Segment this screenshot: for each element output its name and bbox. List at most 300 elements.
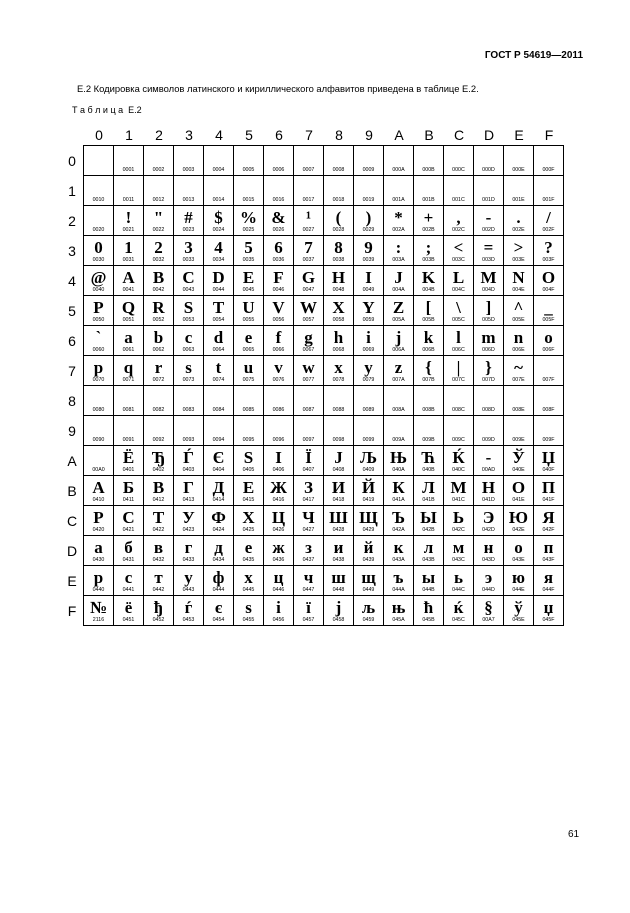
- char-cell: [204, 146, 234, 176]
- char-glyph: ћ: [423, 598, 434, 617]
- char-code: 0007: [302, 167, 315, 173]
- char-glyph: б: [124, 538, 133, 557]
- char-cell: [264, 206, 294, 236]
- char-cell: [414, 206, 444, 236]
- char-glyph: м: [452, 538, 465, 557]
- char-code: 041C: [452, 497, 465, 503]
- char-code: 0016: [272, 197, 285, 203]
- char-cell: [174, 386, 204, 416]
- char-code: 0418: [332, 497, 345, 503]
- char-cell: [324, 236, 354, 266]
- char-code: 0051: [122, 317, 135, 323]
- char-cell: [204, 446, 234, 476]
- row-header: 6: [68, 333, 76, 349]
- char-cell: [414, 596, 444, 626]
- row-header: 4: [68, 273, 76, 289]
- char-code: 0424: [212, 527, 225, 533]
- char-code: 0451: [122, 617, 135, 623]
- char-cell: [144, 266, 174, 296]
- char-glyph: -: [485, 208, 492, 227]
- char-glyph: ч: [303, 568, 314, 587]
- char-glyph: S: [183, 298, 194, 317]
- char-code: 0042: [152, 287, 165, 293]
- char-cell: [414, 266, 444, 296]
- char-code: 0412: [152, 497, 165, 503]
- char-code: 0096: [272, 437, 285, 443]
- char-cell: [444, 146, 474, 176]
- char-glyph: Q: [121, 298, 136, 317]
- char-code: 0013: [182, 197, 195, 203]
- char-cell: [84, 446, 114, 476]
- char-glyph: Ш: [329, 508, 348, 527]
- char-glyph: Х: [242, 508, 255, 527]
- char-glyph: %: [240, 208, 257, 227]
- char-code: 0003: [182, 167, 195, 173]
- char-glyph: Ц: [271, 508, 286, 527]
- char-glyph: <: [453, 238, 464, 257]
- char-cell: [414, 506, 444, 536]
- char-cell: [144, 506, 174, 536]
- char-glyph: N: [512, 268, 525, 287]
- char-code: 040B: [422, 467, 435, 473]
- char-code: 0031: [122, 257, 135, 263]
- char-glyph: Ь: [452, 508, 465, 527]
- char-cell: [144, 386, 174, 416]
- char-code: 0436: [272, 557, 285, 563]
- char-code-table: [83, 145, 564, 626]
- char-glyph: ъ: [393, 568, 404, 587]
- char-code: 043C: [452, 557, 465, 563]
- char-code: 0094: [212, 437, 225, 443]
- char-glyph: к: [393, 538, 404, 557]
- char-code: 0447: [302, 587, 315, 593]
- char-cell: [264, 386, 294, 416]
- column-header: 7: [305, 127, 313, 143]
- char-cell: [264, 146, 294, 176]
- char-cell: [264, 596, 294, 626]
- char-glyph: Џ: [541, 448, 556, 467]
- char-cell: [504, 266, 534, 296]
- char-glyph: }: [485, 358, 492, 377]
- char-code: 004C: [452, 287, 465, 293]
- char-cell: [204, 176, 234, 206]
- char-glyph: j: [395, 328, 402, 347]
- char-code: 043D: [482, 557, 495, 563]
- char-glyph: :: [395, 238, 402, 257]
- char-cell: [534, 386, 564, 416]
- row-header: 7: [68, 363, 76, 379]
- char-code: 0035: [242, 257, 255, 263]
- char-glyph: R: [152, 298, 165, 317]
- char-cell: [444, 236, 474, 266]
- char-glyph: L: [452, 268, 465, 287]
- char-glyph: Ј: [334, 448, 343, 467]
- char-cell: [414, 386, 444, 416]
- char-cell: [414, 356, 444, 386]
- char-glyph: ]: [485, 298, 492, 317]
- char-code: 0081: [122, 407, 135, 413]
- char-cell: [204, 236, 234, 266]
- char-glyph: В: [152, 478, 165, 497]
- char-glyph: у: [184, 568, 193, 587]
- char-glyph: Љ: [359, 448, 378, 467]
- char-cell: [354, 206, 384, 236]
- char-cell: [114, 356, 144, 386]
- char-glyph: 3: [184, 238, 193, 257]
- char-cell: [204, 566, 234, 596]
- char-code: 007F: [542, 377, 555, 383]
- char-code: 000F: [542, 167, 555, 173]
- char-code: 0048: [332, 287, 345, 293]
- char-cell: [444, 356, 474, 386]
- char-code: 0427: [302, 527, 315, 533]
- char-cell: [114, 206, 144, 236]
- char-glyph: `: [95, 328, 102, 347]
- char-cell: [234, 146, 264, 176]
- char-cell: [474, 266, 504, 296]
- char-code: 0079: [362, 377, 375, 383]
- char-cell: [534, 146, 564, 176]
- char-code: 0054: [212, 317, 225, 323]
- char-cell: [474, 356, 504, 386]
- char-cell: [234, 356, 264, 386]
- char-code: 0061: [122, 347, 135, 353]
- column-header: 2: [155, 127, 163, 143]
- char-cell: [234, 236, 264, 266]
- char-cell: [114, 536, 144, 566]
- char-cell: [114, 566, 144, 596]
- row-header: 0: [68, 153, 76, 169]
- char-cell: [504, 296, 534, 326]
- char-cell: [324, 176, 354, 206]
- char-glyph: Є: [212, 448, 225, 467]
- char-cell: [384, 416, 414, 446]
- char-glyph: р: [93, 568, 104, 587]
- char-code: 0050: [92, 317, 105, 323]
- char-glyph: 4: [214, 238, 223, 257]
- char-cell: [294, 236, 324, 266]
- char-cell: [384, 386, 414, 416]
- char-code: 0029: [362, 227, 375, 233]
- char-cell: [84, 506, 114, 536]
- char-glyph: i: [366, 328, 371, 347]
- char-cell: [384, 596, 414, 626]
- column-header: F: [544, 127, 554, 143]
- column-header: 6: [275, 127, 283, 143]
- char-code: 008E: [512, 407, 525, 413]
- char-cell: [204, 326, 234, 356]
- char-cell: [264, 476, 294, 506]
- char-code: 0085: [242, 407, 255, 413]
- char-code: 0452: [152, 617, 165, 623]
- char-code: 0445: [242, 587, 255, 593]
- char-cell: [264, 356, 294, 386]
- char-glyph: +: [423, 208, 434, 227]
- char-code: 0091: [122, 437, 135, 443]
- char-cell: [474, 386, 504, 416]
- char-cell: [504, 506, 534, 536]
- char-glyph: k: [423, 328, 434, 347]
- char-cell: [84, 386, 114, 416]
- char-cell: [354, 536, 384, 566]
- char-code: 000E: [512, 167, 525, 173]
- char-cell: [234, 326, 264, 356]
- char-glyph: ј: [335, 598, 342, 617]
- char-cell: [444, 176, 474, 206]
- char-code: 0025: [242, 227, 255, 233]
- char-code: 040A: [392, 467, 405, 473]
- char-glyph: я: [543, 568, 554, 587]
- char-cell: [354, 296, 384, 326]
- char-code: 0055: [242, 317, 255, 323]
- char-glyph: $: [214, 208, 223, 227]
- char-glyph: W: [300, 298, 317, 317]
- char-cell: [84, 326, 114, 356]
- char-code: 0458: [332, 617, 345, 623]
- char-cell: [174, 416, 204, 446]
- row-header: D: [66, 543, 78, 559]
- char-cell: [144, 356, 174, 386]
- char-code: 0425: [242, 527, 255, 533]
- char-code: 0454: [212, 617, 225, 623]
- char-code: 0428: [332, 527, 345, 533]
- char-code: 005E: [512, 317, 525, 323]
- char-cell: [264, 266, 294, 296]
- char-cell: [204, 596, 234, 626]
- char-code: 042D: [482, 527, 495, 533]
- char-glyph: [: [425, 298, 432, 317]
- char-code: 008D: [482, 407, 495, 413]
- char-cell: [534, 506, 564, 536]
- char-glyph: V: [272, 298, 285, 317]
- row-header: C: [66, 513, 78, 529]
- char-code: 005F: [542, 317, 555, 323]
- char-code: 0019: [362, 197, 375, 203]
- char-glyph: n: [513, 328, 524, 347]
- char-code: 042F: [542, 527, 555, 533]
- char-code: 0028: [332, 227, 345, 233]
- char-cell: [474, 236, 504, 266]
- char-cell: [84, 206, 114, 236]
- char-cell: [144, 416, 174, 446]
- char-code: 0432: [152, 557, 165, 563]
- char-cell: [114, 416, 144, 446]
- char-cell: [174, 566, 204, 596]
- char-glyph: ю: [512, 568, 525, 587]
- char-code: 003E: [512, 257, 525, 263]
- char-glyph: ~: [514, 358, 523, 377]
- char-glyph: m: [481, 328, 496, 347]
- char-cell: [114, 266, 144, 296]
- char-code: 009C: [452, 437, 465, 443]
- char-cell: [324, 566, 354, 596]
- row-header: 2: [68, 213, 76, 229]
- char-code: 0047: [302, 287, 315, 293]
- column-header: C: [453, 127, 465, 143]
- char-glyph: №: [89, 598, 108, 617]
- char-code: 000D: [482, 167, 495, 173]
- char-cell: [504, 596, 534, 626]
- char-cell: [114, 146, 144, 176]
- char-code: 0002: [152, 167, 165, 173]
- char-cell: [474, 146, 504, 176]
- char-glyph: ;: [425, 238, 432, 257]
- char-code: 041D: [482, 497, 495, 503]
- char-cell: [414, 236, 444, 266]
- char-code: 001D: [482, 197, 495, 203]
- char-code: 009A: [392, 437, 405, 443]
- char-cell: [504, 446, 534, 476]
- char-cell: [324, 356, 354, 386]
- char-cell: [144, 296, 174, 326]
- char-glyph: і: [276, 598, 281, 617]
- char-glyph: Ѕ: [243, 448, 254, 467]
- char-cell: [114, 176, 144, 206]
- char-glyph: є: [214, 598, 223, 617]
- char-cell: [264, 446, 294, 476]
- char-glyph: ђ: [153, 598, 164, 617]
- char-glyph: e: [244, 328, 253, 347]
- char-code: 0056: [272, 317, 285, 323]
- char-cell: [174, 536, 204, 566]
- column-header: A: [394, 127, 404, 143]
- char-code: 042B: [422, 527, 435, 533]
- char-cell: [354, 146, 384, 176]
- char-cell: [384, 566, 414, 596]
- char-code: 0022: [152, 227, 165, 233]
- char-cell: [264, 176, 294, 206]
- char-code: 0057: [302, 317, 315, 323]
- char-glyph: Ћ: [421, 448, 436, 467]
- char-cell: [324, 146, 354, 176]
- char-code: 0078: [332, 377, 345, 383]
- char-code: 0023: [182, 227, 195, 233]
- char-glyph: =: [483, 238, 494, 257]
- char-code: 0421: [122, 527, 135, 533]
- char-glyph: Ф: [211, 508, 226, 527]
- char-code: 0077: [302, 377, 315, 383]
- char-code: 0408: [332, 467, 345, 473]
- char-cell: [354, 356, 384, 386]
- char-glyph: b: [153, 328, 164, 347]
- char-glyph: !: [125, 208, 132, 227]
- char-cell: [504, 566, 534, 596]
- char-code: 006B: [422, 347, 435, 353]
- char-code: 0413: [182, 497, 195, 503]
- char-glyph: Ё: [122, 448, 135, 467]
- char-code: 042E: [512, 527, 525, 533]
- char-code: 0024: [212, 227, 225, 233]
- char-cell: [384, 446, 414, 476]
- char-cell: [114, 326, 144, 356]
- char-code: 0043: [182, 287, 195, 293]
- char-code: 0058: [332, 317, 345, 323]
- char-cell: [174, 506, 204, 536]
- char-code: 002D: [482, 227, 495, 233]
- column-header: B: [424, 127, 434, 143]
- char-cell: [384, 146, 414, 176]
- char-cell: [534, 356, 564, 386]
- char-code: 009D: [482, 437, 495, 443]
- char-cell: [174, 356, 204, 386]
- char-cell: [474, 326, 504, 356]
- char-code: 004F: [542, 287, 555, 293]
- char-glyph: y: [364, 358, 373, 377]
- char-cell: [444, 446, 474, 476]
- char-cell: [534, 176, 564, 206]
- char-cell: [264, 236, 294, 266]
- char-cell: [234, 536, 264, 566]
- char-cell: [444, 536, 474, 566]
- column-header: 5: [245, 127, 253, 143]
- char-glyph: 7: [304, 238, 313, 257]
- char-code: 0062: [152, 347, 165, 353]
- char-code: 0409: [362, 467, 375, 473]
- char-glyph: г: [184, 538, 193, 557]
- char-code: 0052: [152, 317, 165, 323]
- char-code: 002C: [452, 227, 465, 233]
- char-code: 0006: [272, 167, 285, 173]
- char-code: 0455: [242, 617, 255, 623]
- row-header: E: [67, 573, 77, 589]
- char-code: 007E: [512, 377, 525, 383]
- char-cell: [114, 596, 144, 626]
- char-cell: [204, 206, 234, 236]
- char-glyph: J: [394, 268, 403, 287]
- char-code: 005D: [482, 317, 495, 323]
- char-cell: [354, 326, 384, 356]
- char-code: 0030: [92, 257, 105, 263]
- char-cell: [444, 326, 474, 356]
- char-glyph: У: [182, 508, 195, 527]
- char-code: 0442: [152, 587, 165, 593]
- char-glyph: ѓ: [184, 598, 193, 617]
- char-code: 007A: [392, 377, 405, 383]
- char-glyph: ж: [272, 538, 285, 557]
- column-header: 1: [125, 127, 133, 143]
- char-cell: [384, 176, 414, 206]
- char-code: 0008: [332, 167, 345, 173]
- char-cell: [354, 386, 384, 416]
- char-glyph: М: [450, 478, 467, 497]
- char-cell: [114, 506, 144, 536]
- char-glyph: C: [182, 268, 195, 287]
- char-code: 0090: [92, 437, 105, 443]
- char-cell: [444, 206, 474, 236]
- char-cell: [84, 296, 114, 326]
- char-code: 003F: [542, 257, 555, 263]
- char-glyph: o: [544, 328, 553, 347]
- char-glyph: 2: [154, 238, 163, 257]
- char-cell: [534, 476, 564, 506]
- char-cell: [174, 596, 204, 626]
- char-cell: [144, 566, 174, 596]
- char-cell: [324, 326, 354, 356]
- char-code: 0420: [92, 527, 105, 533]
- char-glyph: v: [274, 358, 283, 377]
- char-glyph: H: [331, 268, 346, 287]
- char-code: 009F: [542, 437, 555, 443]
- column-header: 3: [185, 127, 193, 143]
- char-glyph: P: [93, 298, 104, 317]
- char-glyph: E: [242, 268, 255, 287]
- char-cell: [294, 146, 324, 176]
- char-cell: [414, 536, 444, 566]
- char-code: 001C: [452, 197, 465, 203]
- char-glyph: ё: [124, 598, 133, 617]
- char-cell: [84, 596, 114, 626]
- char-cell: [504, 176, 534, 206]
